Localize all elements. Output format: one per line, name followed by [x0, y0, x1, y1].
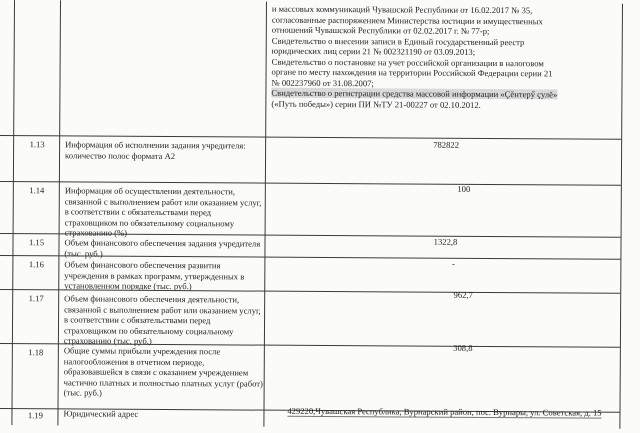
row-number: 1.14 — [29, 185, 45, 196]
row-number: 1.18 — [28, 347, 44, 358]
text-line: № 002237960 от 31.08.2007; — [271, 77, 374, 88]
row-label: Юридический адрес — [63, 408, 139, 419]
row-number: 1.15 — [28, 237, 45, 248]
row-number: 1.19 — [27, 410, 44, 421]
row-label: Информация об осуществлении деятельности, связанной с выполнением работ или оказанием услуг, в соответствии с обязательствами перед страховщиком по обязательному социальному страхованию (%) — [64, 185, 262, 238]
text-line: («Путь победы») серии ПИ №ТУ 21-00227 от 02.10.2012. — [271, 98, 481, 110]
row-number: 1.16 — [28, 259, 44, 270]
row-value: 100 — [457, 183, 471, 194]
legal-address: 429220,Чувашская Республика, Вурнарский район, пос. Вурнары, ул. Советская, д. 15 — [287, 405, 602, 418]
row-label: Информация об исполнении задания учредителя: количество полос формата А2 — [65, 139, 246, 161]
row-label: Общие суммы прибыли учреждения после налогообложения в отчетном периоде, образовавшейся в связи с оказанием учреждением частично платных и полностью платных услуг (работ) (тыс. руб.) — [63, 345, 263, 398]
row-number: 1.13 — [29, 139, 45, 150]
row-value: 1322,8 — [433, 236, 458, 247]
text-line: Свидетельство о постановке на учет российской организации в налоговом — [271, 56, 544, 68]
row-label: Объем финансового обеспечения деятельности, связанной с выполнением работ или оказанием услуг, в соответствии с обязательствами перед страховщиком по обязательному социальному страхованию (тыс. руб.) — [63, 293, 261, 346]
text-line: и массовых коммуникаций Чувашской Республики от 16.02.2017 № 35, — [271, 3, 533, 16]
highlighted-text: Свидетельство о регистрации средства массовой информации «Ҫĕнтерӳ ҫулĕ» — [271, 87, 558, 100]
continued-cell-text — [271, 4, 622, 111]
row-value: 962,7 — [453, 289, 473, 300]
text-line: согласованные распоряжением Министерства юстиции и имущественных — [271, 14, 543, 26]
row-value: 782822 — [433, 139, 460, 150]
text-line: отношений Чувашской Республики от 02.02.2017 г. № 77-р; — [271, 24, 490, 36]
row-value: 308,8 — [453, 342, 473, 353]
row-label: Объем финансового обеспечения развития учреждения в рамках программ, утвержденных в установленном порядке (тыс. руб.) — [64, 259, 245, 292]
row-value: - — [451, 258, 455, 269]
row-value — [269, 406, 619, 419]
text-line: Свидетельство о внесении записи в Единый государственный реестр — [271, 35, 525, 47]
text-line: юридических лиц серии 21 № 002321190 от 03.09.2013; — [271, 45, 476, 57]
row-label: Объем финансового обеспечения задания учредителя (тыс. руб.) — [64, 237, 261, 259]
text-line: органе по месту нахождения на территории Российской Федерации серии 21 — [271, 66, 553, 79]
row-number: 1.17 — [28, 293, 44, 304]
